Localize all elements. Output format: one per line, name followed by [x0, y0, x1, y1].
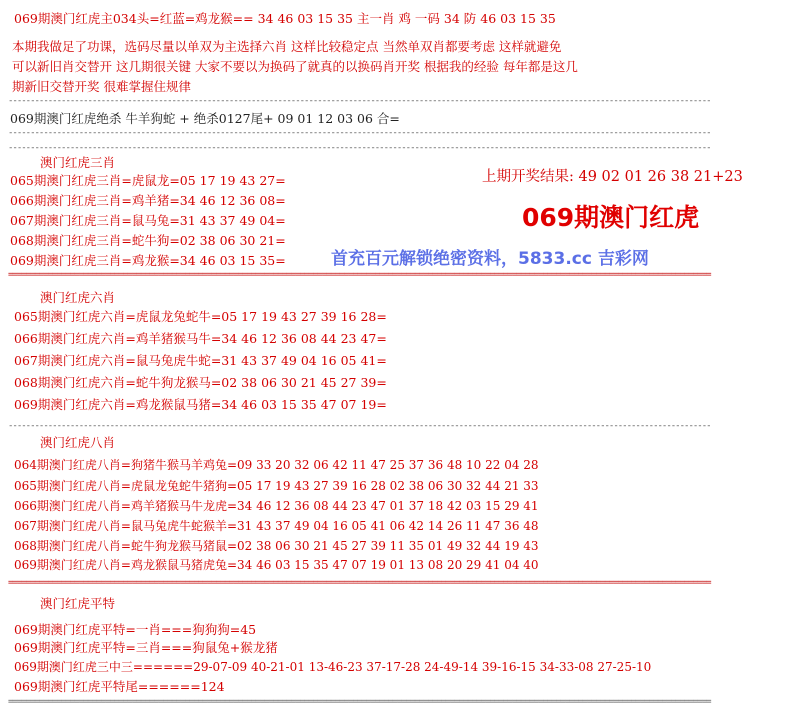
separator-equal: =============================================================================================================================================================== — [8, 270, 711, 280]
eight-row: 065期澳门红虎八肖=虎鼠龙兔蛇牛猪狗=05 17 19 43 27 39 16 28 02 38 06 30 32 44 21 33 — [14, 479, 539, 493]
special-row: 069期澳门红虎三中三======29-07-09 40-21-01 13-46-23 37-17-28 24-49-14 39-16-15 34-33-08 27-25-10 — [14, 660, 652, 674]
six-row: 068期澳门红虎六肖=蛇牛狗龙猴马=02 38 06 30 21 45 27 39= — [14, 375, 387, 390]
separator-equal: =============================================================================================================================================================== — [8, 697, 711, 707]
kill-line: 069期澳门红虎绝杀 牛羊狗蛇 + 绝杀0127尾+ 09 01 12 03 06 合= — [10, 111, 400, 126]
header-note-line-3: 期新旧交替开奖 很难掌握住规律 — [12, 79, 191, 94]
eight-row: 069期澳门红虎八肖=鸡龙猴鼠马猪虎兔=34 46 03 15 35 47 07 19 01 13 08 20 29 41 04 40 — [14, 558, 539, 572]
separator-dash: --------------------------------------------------------------------------------------------------------------------------------------------------------------- — [8, 421, 711, 431]
six-row: 069期澳门红虎六肖=鸡龙猴鼠马猪=34 46 03 15 35 47 07 19= — [14, 397, 387, 412]
three-row: 067期澳门红虎三肖=鼠马兔=31 43 37 49 04= — [10, 213, 286, 228]
header-note-line-1: 本期我做足了功课，选码尽量以单双为主选择六肖 这样比较稳定点 当然单双肖都要考虑 这样就避免 — [12, 39, 562, 54]
separator-dash: --------------------------------------------------------------------------------------------------------------------------------------------------------------- — [8, 96, 711, 106]
section-title-three: 澳门红虎三肖 — [40, 155, 116, 170]
separator-equal: =============================================================================================================================================================== — [8, 578, 711, 588]
header-summary-line: 069期澳门红虎主034头=红蓝=鸡龙猴== 34 46 03 15 35 主一肖 鸡 一码 34 防 46 03 15 35 — [14, 11, 556, 26]
section-title-special: 澳门红虎平特 — [40, 596, 116, 611]
big-issue-title: 069期澳门红虎 — [522, 203, 700, 232]
special-row: 069期澳门红虎平特尾======124 — [14, 679, 225, 694]
special-row: 069期澳门红虎平特=一肖===狗狗狗=45 — [14, 622, 257, 637]
six-row: 067期澳门红虎六肖=鼠马兔虎牛蛇=31 43 37 49 04 16 05 41= — [14, 353, 387, 368]
eight-row: 068期澳门红虎八肖=蛇牛狗龙猴马猪鼠=02 38 06 30 21 45 27 39 11 35 01 49 32 44 19 43 — [14, 539, 539, 553]
three-row: 068期澳门红虎三肖=蛇牛狗=02 38 06 30 21= — [10, 233, 286, 248]
header-note-line-2: 可以新旧肖交替开 这几期很关键 大家不要以为换码了就真的以换码肖开奖 根据我的经验 每年都是这几 — [12, 59, 578, 74]
six-row: 065期澳门红虎六肖=虎鼠龙兔蛇牛=05 17 19 43 27 39 16 28= — [14, 309, 387, 324]
separator-dash: --------------------------------------------------------------------------------------------------------------------------------------------------------------- — [8, 143, 711, 153]
three-row: 069期澳门红虎三肖=鸡龙猴=34 46 03 15 35= — [10, 253, 286, 268]
eight-row: 064期澳门红虎八肖=狗猪牛猴马羊鸡兔=09 33 20 32 06 42 11 47 25 37 36 48 10 22 04 28 — [14, 458, 539, 472]
three-row: 066期澳门红虎三肖=鸡羊猪=34 46 12 36 08= — [10, 193, 286, 208]
eight-row: 067期澳门红虎八肖=鼠马兔虎牛蛇猴羊=31 43 37 49 04 16 05 41 06 42 14 26 11 47 36 48 — [14, 519, 539, 533]
six-row: 066期澳门红虎六肖=鸡羊猪猴马牛=34 46 12 36 08 44 23 47= — [14, 331, 387, 346]
three-row: 065期澳门红虎三肖=虎鼠龙=05 17 19 43 27= — [10, 173, 286, 188]
special-row: 069期澳门红虎平特=三肖===狗鼠兔+猴龙猪 — [14, 640, 278, 655]
previous-result: 上期开奖结果: 49 02 01 26 38 21+23 — [482, 169, 743, 185]
separator-dash: --------------------------------------------------------------------------------------------------------------------------------------------------------------- — [8, 128, 711, 138]
eight-row: 066期澳门红虎八肖=鸡羊猪猴马牛龙虎=34 46 12 36 08 44 23 47 01 37 18 42 03 15 29 41 — [14, 499, 539, 513]
watermark-text: 首充百元解锁绝密资料，5833.cc 吉彩网 — [331, 249, 649, 269]
section-title-six: 澳门红虎六肖 — [40, 290, 116, 305]
section-title-eight: 澳门红虎八肖 — [40, 435, 116, 450]
